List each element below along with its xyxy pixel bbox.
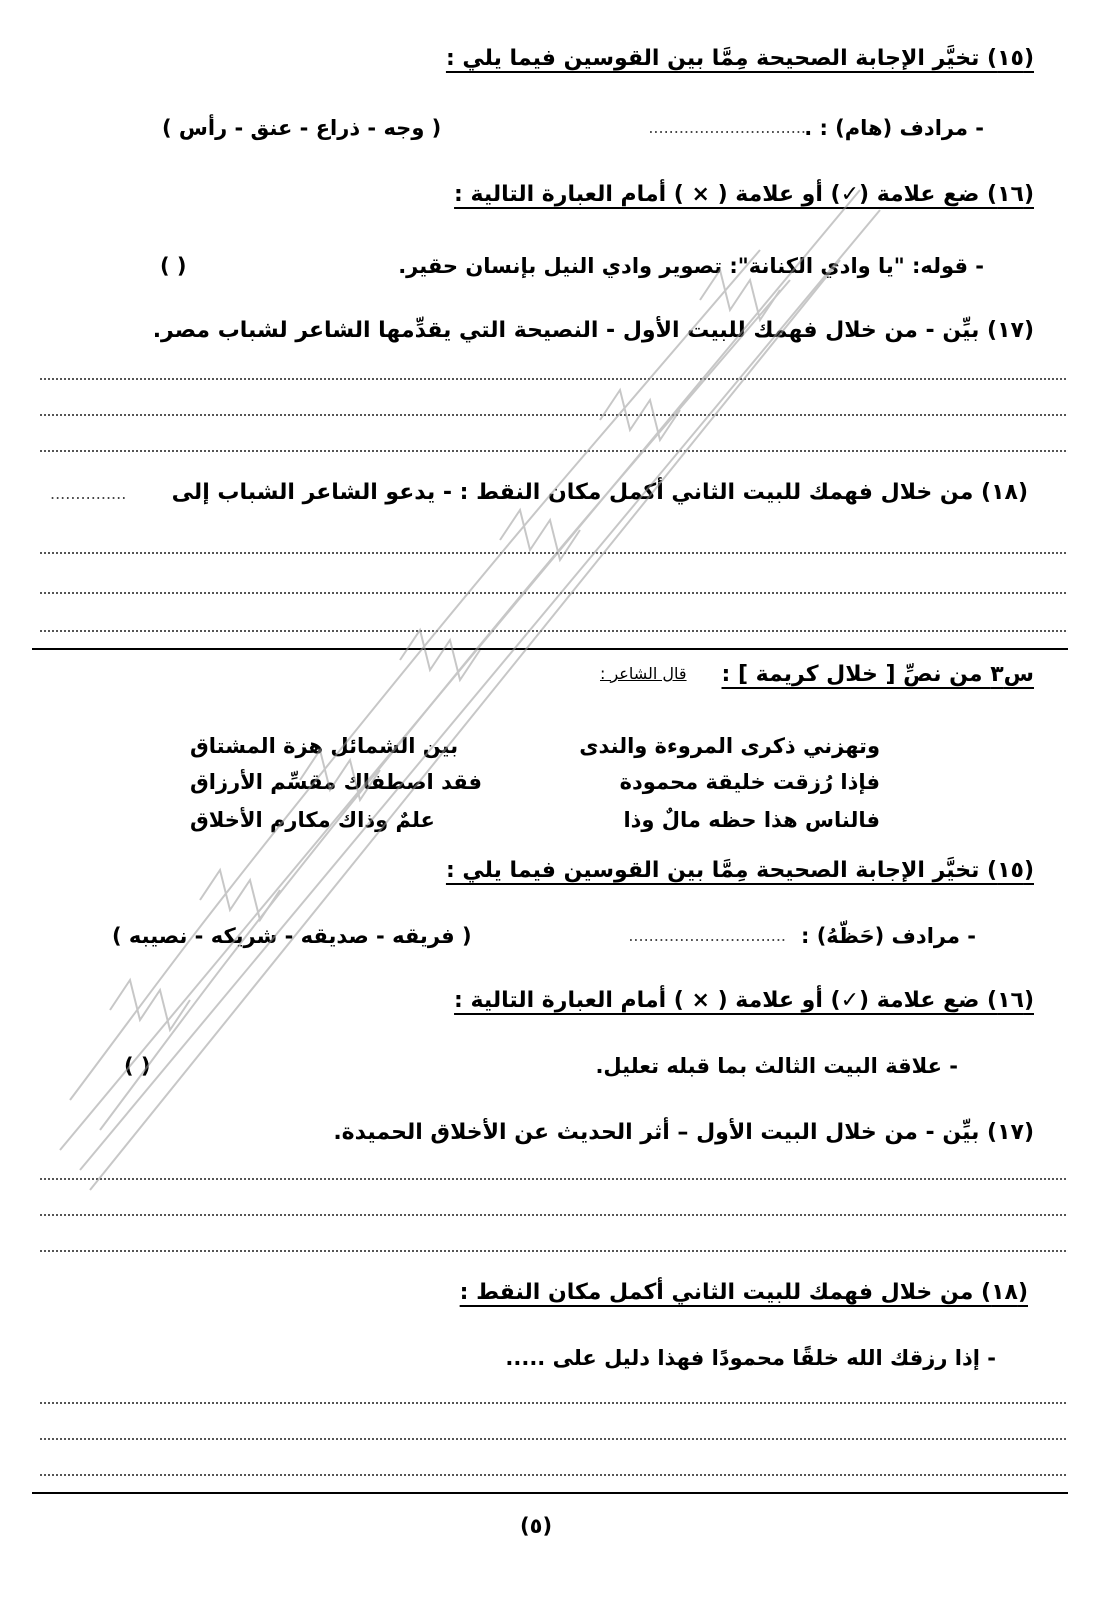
q15-options: ( وجه - ذراع - عنق - رأس ) bbox=[162, 116, 442, 140]
question-17-title: (١٧) بيِّن - من خلال فهمك للبيت الأول - النصيحة التي يقدِّمها الشاعر لشباب مصر. bbox=[152, 318, 1034, 343]
q18-prompt-s3: - إذا رزقك الله خلقًا محمودًا فهذا دليل على ..... bbox=[505, 1346, 996, 1370]
answer-line[interactable] bbox=[40, 1402, 1066, 1404]
q16-answer-box[interactable]: ( ) bbox=[160, 254, 187, 278]
q16-statement: - قوله: "يا وادي الكنانة": تصوير وادي النيل بإنسان حقير. bbox=[398, 254, 984, 278]
verse-3-right: فالناس هذا حظه مالٌ وذا bbox=[623, 808, 880, 832]
verse-2-right: فإذا رُزقت خليقة محمودة bbox=[619, 770, 880, 794]
answer-line[interactable] bbox=[40, 1214, 1066, 1216]
verse-1-right: وتهزني ذكرى المروءة والندى bbox=[579, 734, 880, 758]
verse-2-left: فقد اصطفاك مقسِّم الأرزاق bbox=[190, 770, 483, 794]
question-16-title: (١٦) ضع علامة (✓) أو علامة ( × ) أمام العبارة التالية : bbox=[454, 182, 1034, 207]
page-number: (٥) bbox=[520, 1514, 553, 1538]
q15-options-s3: ( فريقه - صديقه - شريكه - نصيبه ) bbox=[112, 924, 472, 948]
section-3-header: س٣ من نصِّ [ خلال كريمة ] : bbox=[721, 662, 1034, 687]
section-divider bbox=[32, 648, 1068, 650]
footer-divider bbox=[32, 1492, 1068, 1494]
answer-line[interactable] bbox=[40, 552, 1066, 554]
verse-3-left: علمٌ وذاك مكارم الأخلاق bbox=[190, 808, 435, 832]
answer-line[interactable] bbox=[40, 378, 1066, 380]
question-15-title-s3: (١٥) تخيَّر الإجابة الصحيحة مِمَّا بين القوسين فيما يلي : bbox=[445, 858, 1034, 883]
answer-line[interactable] bbox=[40, 592, 1066, 594]
question-18-title: (١٨) من خلال فهمك للبيت الثاني أكمل مكان النقط : - يدعو الشاعر الشباب إلى bbox=[171, 480, 1028, 505]
q15-answer-blank[interactable]: ............................... bbox=[648, 118, 806, 137]
answer-line[interactable] bbox=[40, 1178, 1066, 1180]
answer-line[interactable] bbox=[40, 1438, 1066, 1440]
verse-1-left: بين الشمائل هزة المشتاق bbox=[190, 734, 459, 758]
q16-answer-box-s3[interactable]: ( ) bbox=[124, 1054, 151, 1078]
q18-answer-blank[interactable]: ............... bbox=[50, 484, 127, 503]
question-17-title-s3: (١٧) بيِّن - من خلال البيت الأول – أثر الحديث عن الأخلاق الحميدة. bbox=[333, 1120, 1034, 1145]
answer-line[interactable] bbox=[40, 630, 1066, 632]
q15-synonym-prompt: - مرادف (هام) : . bbox=[804, 116, 984, 140]
q16-statement-s3: - علاقة البيت الثالث بما قبله تعليل. bbox=[595, 1054, 958, 1078]
answer-line[interactable] bbox=[40, 450, 1066, 452]
answer-line[interactable] bbox=[40, 414, 1066, 416]
answer-line[interactable] bbox=[40, 1474, 1066, 1476]
question-15-title: (١٥) تخيَّر الإجابة الصحيحة مِمَّا بين القوسين فيما يلي : bbox=[445, 46, 1034, 71]
poet-label: قال الشاعر : bbox=[600, 664, 687, 683]
answer-line[interactable] bbox=[40, 1250, 1066, 1252]
q15-answer-blank-s3[interactable]: ............................... bbox=[628, 926, 786, 945]
question-16-title-s3: (١٦) ضع علامة (✓) أو علامة ( × ) أمام العبارة التالية : bbox=[454, 988, 1034, 1013]
q15-synonym-prompt-s3: - مرادف (حَظّهُ) : bbox=[800, 924, 976, 948]
question-18-title-s3: (١٨) من خلال فهمك للبيت الثاني أكمل مكان النقط : bbox=[459, 1280, 1028, 1305]
